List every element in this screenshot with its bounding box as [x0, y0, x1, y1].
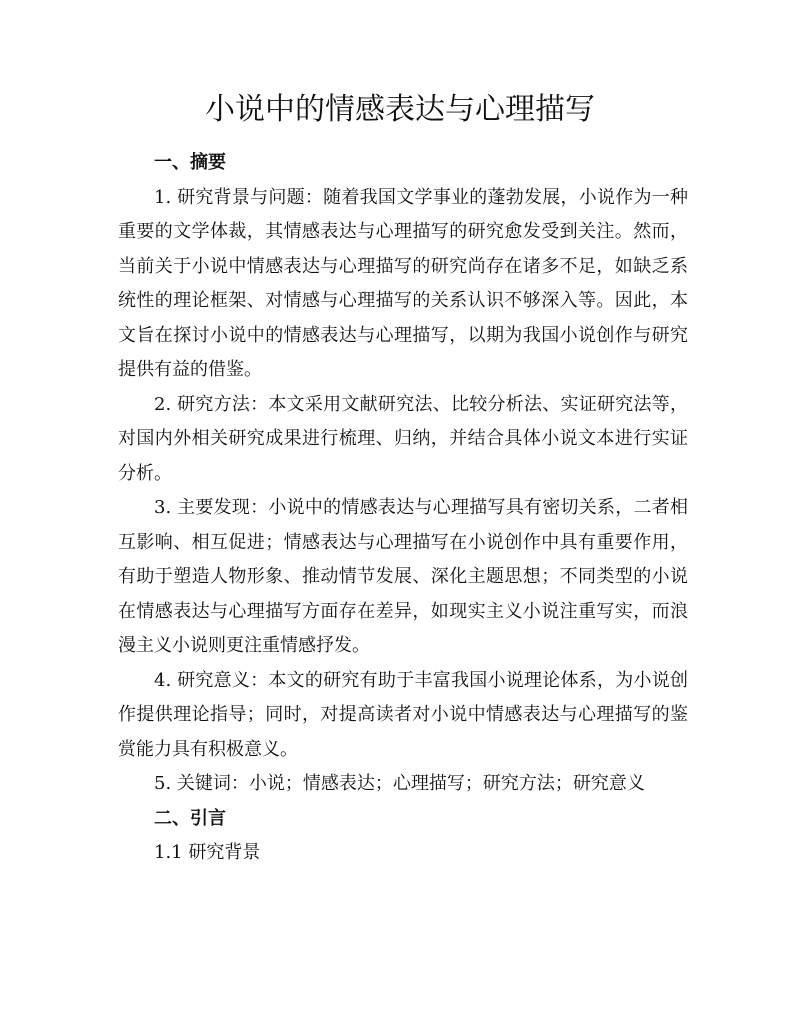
abstract-paragraph-background: 1. 研究背景与问题：随着我国文学事业的蓬勃发展，小说作为一种重要的文学体裁，其情感表达与心理描写的研究愈发受到关注。然而，当前关于小说中情感表达与心理描写的研究尚存在诸多不足，如缺乏系统性的理论框架、对情感与心理描写的关系认识不够深入等。因此，本文旨在探讨小说中的情感表达与心理描写，以期为我国小说创作与研究提供有益的借鉴。	[118, 186, 688, 380]
section-heading-abstract: 一、摘要	[154, 152, 226, 173]
abstract-paragraph-keywords: 5. 关键词：小说；情感表达；心理描写；研究方法；研究意义	[154, 773, 645, 794]
document-title: 小说中的情感表达与心理描写	[205, 92, 595, 127]
section-heading-introduction: 二、引言	[154, 807, 226, 829]
document-body	[118, 146, 688, 871]
abstract-paragraph-findings: 3. 主要发现：小说中的情感表达与心理描写具有密切关系，二者相互影响、相互促进；情感表达与心理描写在小说创作中具有重要作用，有助于塑造人物形象、推动情节发展、深化主题思想；不同类型的小说在情感表达与心理描写方面存在差异，如现实主义小说注重写实，而浪漫主义小说则更注重情感抒发。	[118, 497, 688, 656]
abstract-paragraph-methods: 2. 研究方法：本文采用文献研究法、比较分析法、实证研究法等，对国内外相关研究成果进行梳理、归纳，并结合具体小说文本进行实证分析。	[118, 393, 688, 484]
abstract-paragraph-significance: 4. 研究意义：本文的研究有助于丰富我国小说理论体系，为小说创作提供理论指导；同时，对提高读者对小说中情感表达与心理描写的鉴赏能力具有积极意义。	[118, 669, 688, 760]
subsection-heading-background: 1.1 研究背景	[154, 842, 261, 863]
